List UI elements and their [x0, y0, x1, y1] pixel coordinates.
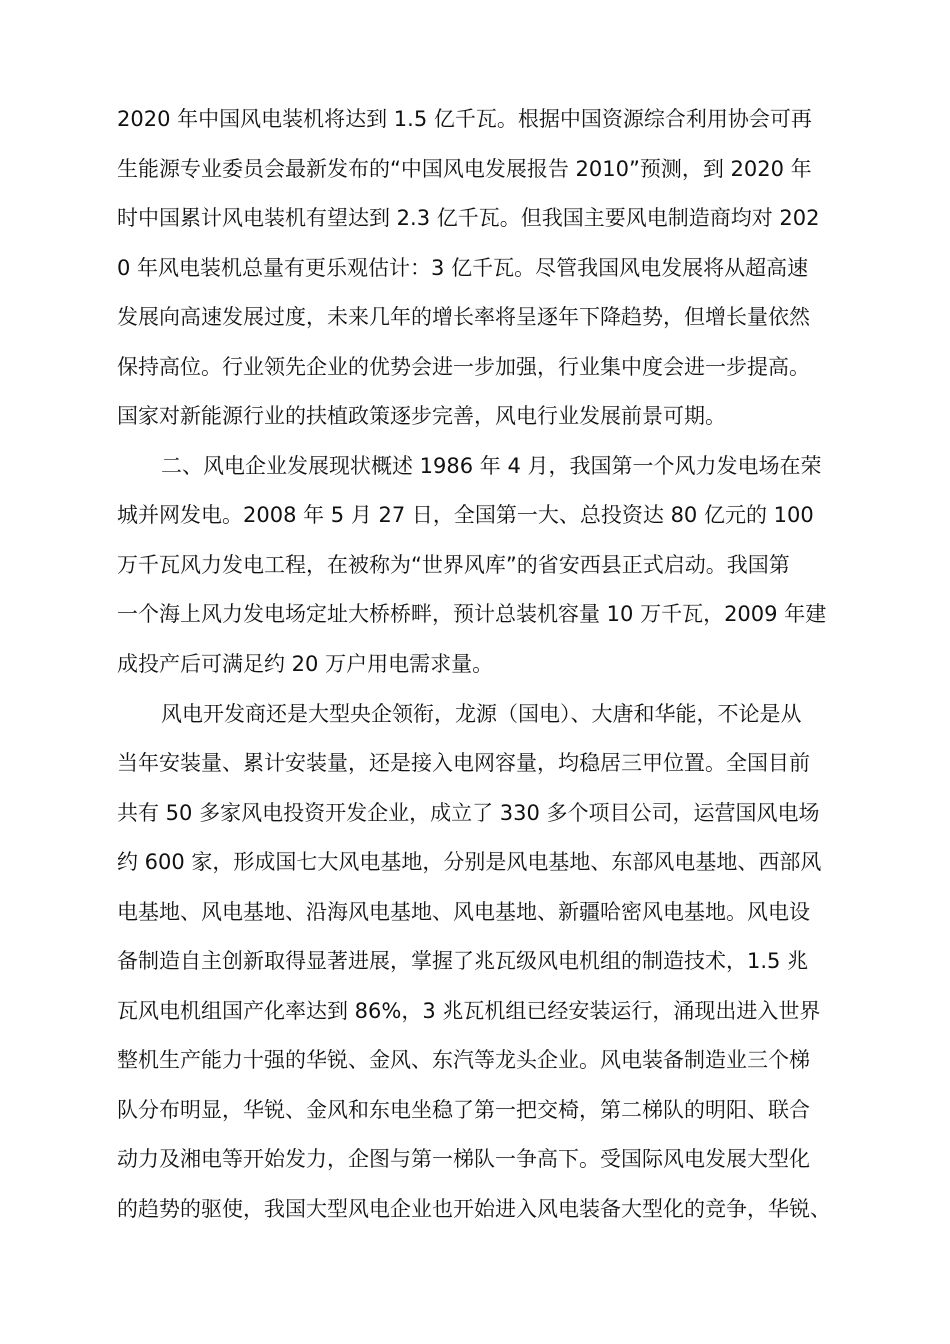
text-line: 生能源专业委员会最新发布的“中国风电发展报告 2010”预测，到 2020 年: [117, 157, 812, 181]
text-line: 队分布明显，华锐、金风和东电坐稳了第一把交椅，第二梯队的明阳、联合: [117, 1098, 810, 1122]
text-line: 城并网发电。2008 年 5 月 27 日，全国第一大、总投资达 80 亿元的 100: [117, 503, 814, 527]
text-line: 共有 50 多家风电投资开发企业，成立了 330 多个项目公司，运营国风电场: [117, 801, 820, 825]
text-line: 二、风电企业发展现状概述 1986 年 4 月，我国第一个风力发电场在荣: [161, 454, 822, 478]
text-line: 万千瓦风力发电工程，在被称为“世界风库”的省安西县正式启动。我国第: [117, 553, 790, 577]
text-line: 0 年风电装机总量有更乐观估计：3 亿千瓦。尽管我国风电发展将从超高速: [117, 256, 809, 280]
text-line: 风电开发商还是大型央企领衔，龙源（国电）、大唐和华能，不论是从: [161, 702, 802, 726]
text-line: 发展向高速发展过度，未来几年的增长率将呈逐年下降趋势，但增长量依然: [117, 305, 810, 329]
text-line: 电基地、风电基地、沿海风电基地、风电基地、新疆哈密风电基地。风电设: [117, 900, 810, 924]
text-line: 一个海上风力发电场定址大桥桥畔，预计总装机容量 10 万千瓦，2009 年建: [117, 602, 827, 626]
text-line: 整机生产能力十强的华锐、金风、东汽等龙头企业。风电装备制造业三个梯: [117, 1048, 810, 1072]
text-line: 2020 年中国风电装机将达到 1.5 亿千瓦。根据中国资源综合利用协会可再: [117, 107, 812, 131]
text-line: 瓦风电机组国产化率达到 86%，3 兆瓦机组已经安装运行，涌现出进入世界: [117, 999, 821, 1023]
text-line: 当年安装量、累计安装量，还是接入电网容量，均稳居三甲位置。全国目前: [117, 751, 810, 775]
text-line: 动力及湘电等开始发力，企图与第一梯队一争高下。受国际风电发展大型化: [117, 1147, 810, 1171]
text-line: 时中国累计风电装机有望达到 2.3 亿千瓦。但我国主要风电制造商均对 202: [117, 206, 820, 230]
text-line: 约 600 家，形成国七大风电基地，分别是风电基地、东部风电基地、西部风: [117, 850, 822, 874]
text-line: 国家对新能源行业的扶植政策逐步完善，风电行业发展前景可期。: [117, 404, 726, 428]
text-line: 保持高位。行业领先企业的优势会进一步加强，行业集中度会进一步提高。: [117, 355, 810, 379]
text-line: 备制造自主创新取得显著进展，掌握了兆瓦级风电机组的制造技术，1.5 兆: [117, 949, 809, 973]
text-line: 的趋势的驱使，我国大型风电企业也开始进入风电装备大型化的竞争，华锐、: [117, 1197, 831, 1221]
text-line: 成投产后可满足约 20 万户用电需求量。: [117, 652, 494, 676]
